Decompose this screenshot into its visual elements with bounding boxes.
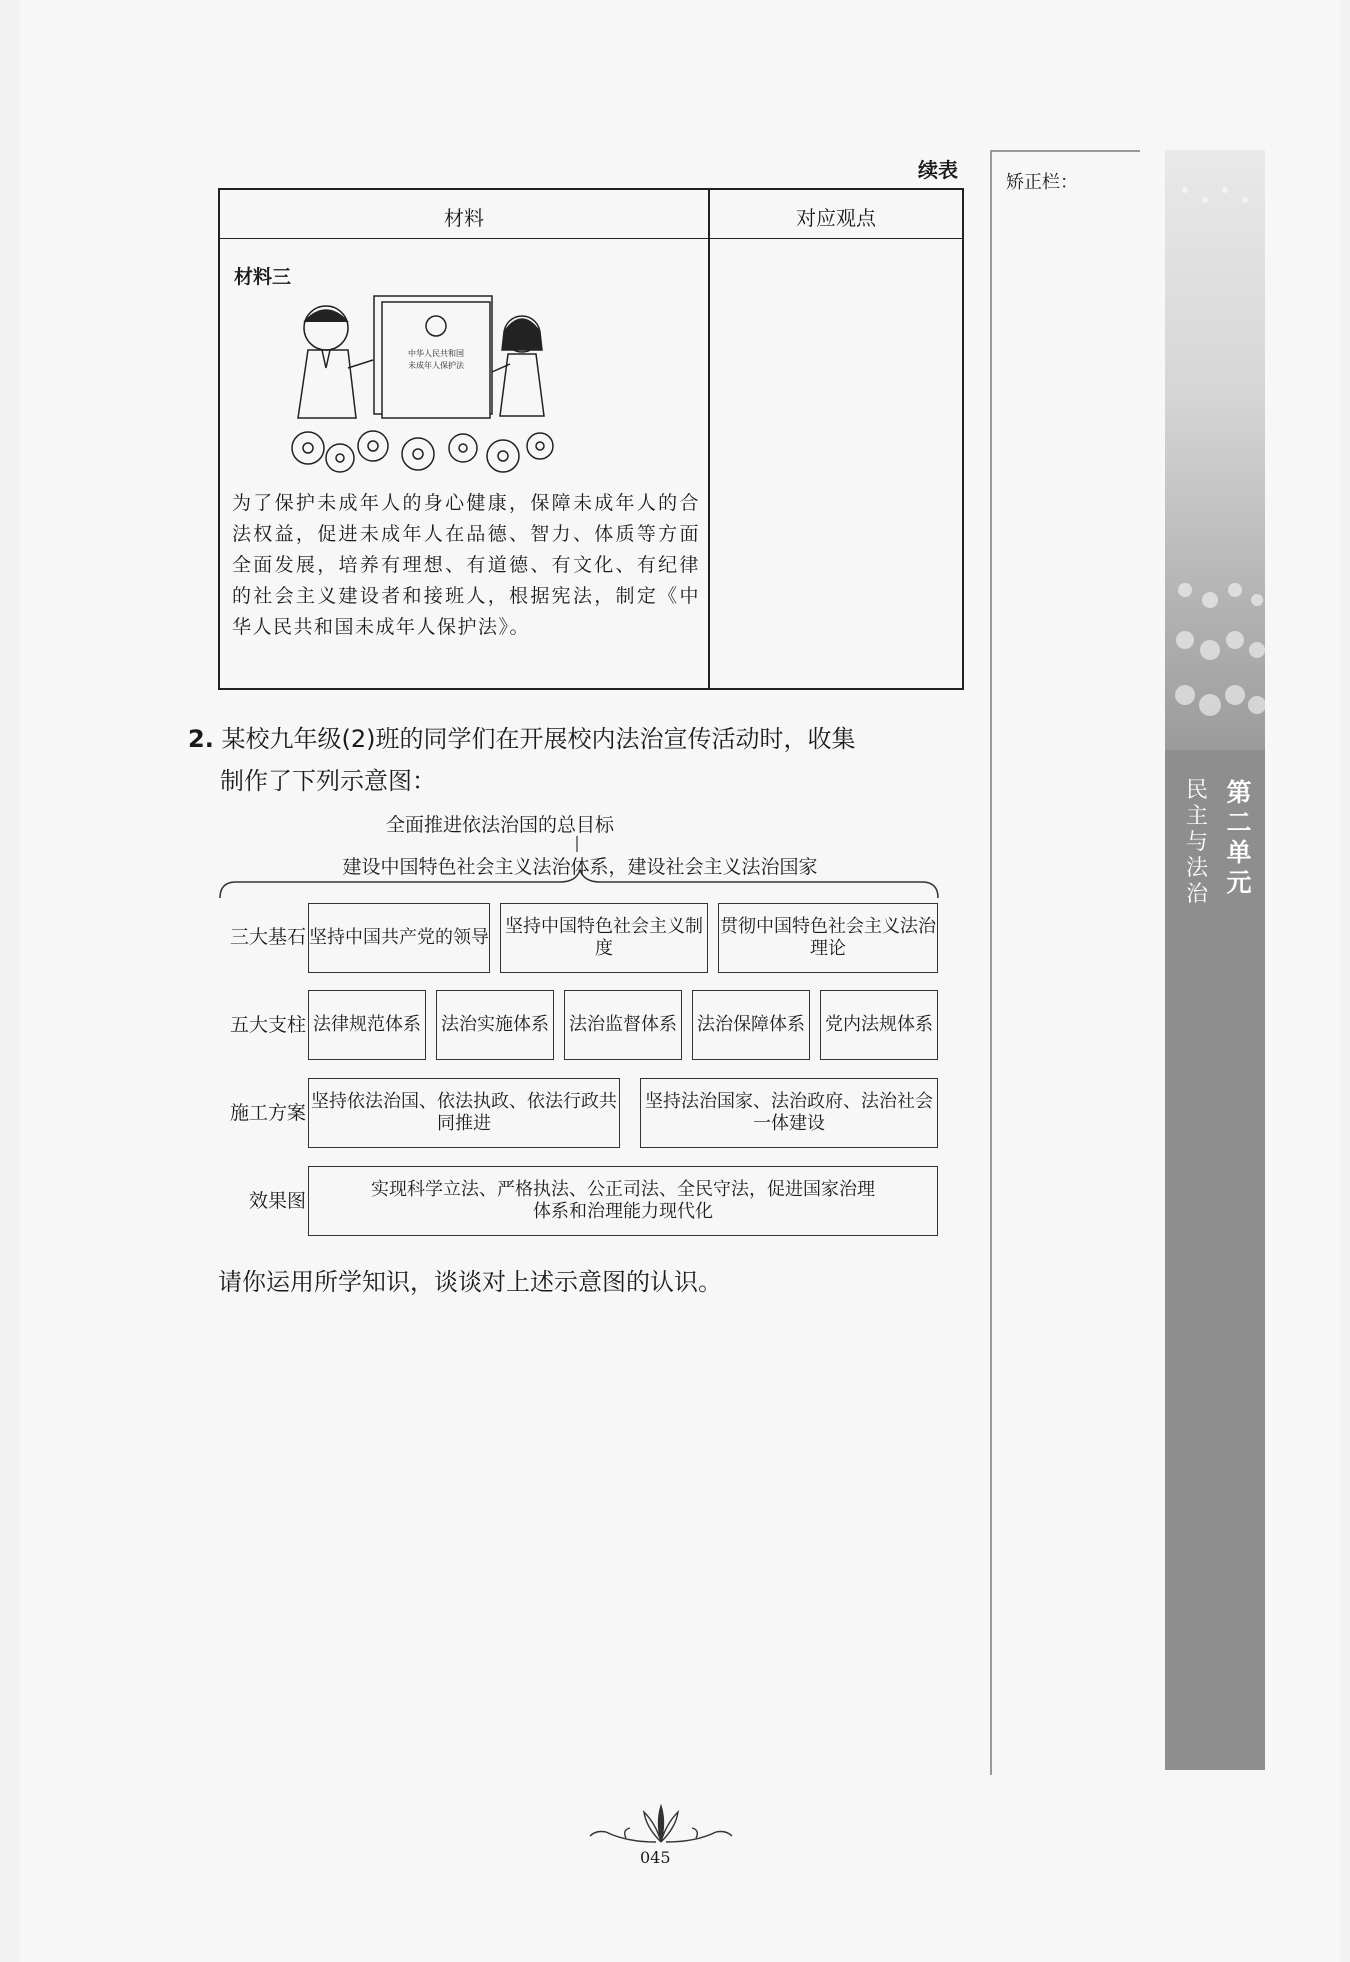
brace-connector — [200, 800, 960, 900]
question-number: 2. — [188, 725, 214, 753]
pillar-box: 法律规范体系 — [308, 990, 426, 1060]
goal-title: 全面推进依法治国的总目标 — [385, 814, 614, 836]
goal-text: 建设中国特色社会主义法治体系，建设社会主义法治国家 — [342, 856, 818, 878]
plan-label: 施工方案 — [229, 1102, 306, 1124]
side-tab-pattern — [1165, 150, 1265, 750]
question-line-1: 某校九年级(2)班的同学们在开展校内法治宣传活动时，收集 — [221, 725, 856, 753]
continued-table-label: 续表 — [918, 158, 958, 182]
pillars-label: 五大支柱 — [229, 1014, 306, 1036]
header-material: 材料 — [444, 206, 484, 230]
effect-label: 效果图 — [248, 1190, 306, 1212]
foundation-box: 贯彻中国特色社会主义法治理论 — [718, 903, 938, 973]
material-title: 材料三 — [234, 266, 292, 288]
correction-label: 矫正栏： — [1006, 172, 1078, 193]
unit-subtitle: 民主与法治 — [1185, 778, 1208, 907]
law-book-illustration — [278, 288, 568, 478]
header-viewpoint: 对应观点 — [796, 206, 876, 230]
footer-ornament-icon — [586, 1802, 736, 1852]
page-number: 045 — [640, 1848, 671, 1867]
pillar-box: 党内法规体系 — [820, 990, 938, 1060]
effect-box: 实现科学立法、严格执法、公正司法、全民守法，促进国家治理体系和治理能力现代化 — [308, 1166, 938, 1236]
material-table — [218, 188, 964, 690]
foundations-label: 三大基石 — [229, 926, 306, 948]
pillar-box: 法治保障体系 — [692, 990, 810, 1060]
question-prompt: 请你运用所学知识，谈谈对上述示意图的认识。 — [218, 1268, 722, 1296]
question-line-2: 制作了下列示意图： — [220, 767, 436, 795]
plan-box: 坚持法治国家、法治政府、法治社会一体建设 — [640, 1078, 938, 1148]
side-tab-dark — [1165, 750, 1265, 1770]
correction-column-rule — [990, 150, 992, 1775]
svg-text:未成年人保护法: 未成年人保护法 — [408, 361, 464, 370]
question-2 — [188, 718, 978, 802]
foundation-box: 坚持中国特色社会主义制度 — [500, 903, 708, 973]
unit-side-tab — [1165, 150, 1265, 1770]
foundation-box: 坚持中国共产党的领导 — [308, 903, 490, 973]
correction-top-rule — [990, 150, 1140, 152]
dot-pattern-icon — [1165, 150, 1265, 750]
material-text: 为了保护未成年人的身心健康，保障未成年人的合法权益，促进未成年人在品德、智力、体质等方面全面发展，培养有理想、有道德、有文化、有纪律的社会主义建设者和接班人，根据宪法，制定《中华人民共和国未成年人保护法》。 — [232, 492, 700, 638]
rule-of-law-diagram — [200, 800, 960, 1250]
plan-box: 坚持依法治国、依法执政、依法行政共同推进 — [308, 1078, 620, 1148]
pillar-box: 法治监督体系 — [564, 990, 682, 1060]
svg-text:中华人民共和国: 中华人民共和国 — [408, 349, 464, 358]
pillar-box: 法治实施体系 — [436, 990, 554, 1060]
unit-title: 第二单元 — [1226, 778, 1252, 897]
column-divider — [708, 190, 710, 688]
